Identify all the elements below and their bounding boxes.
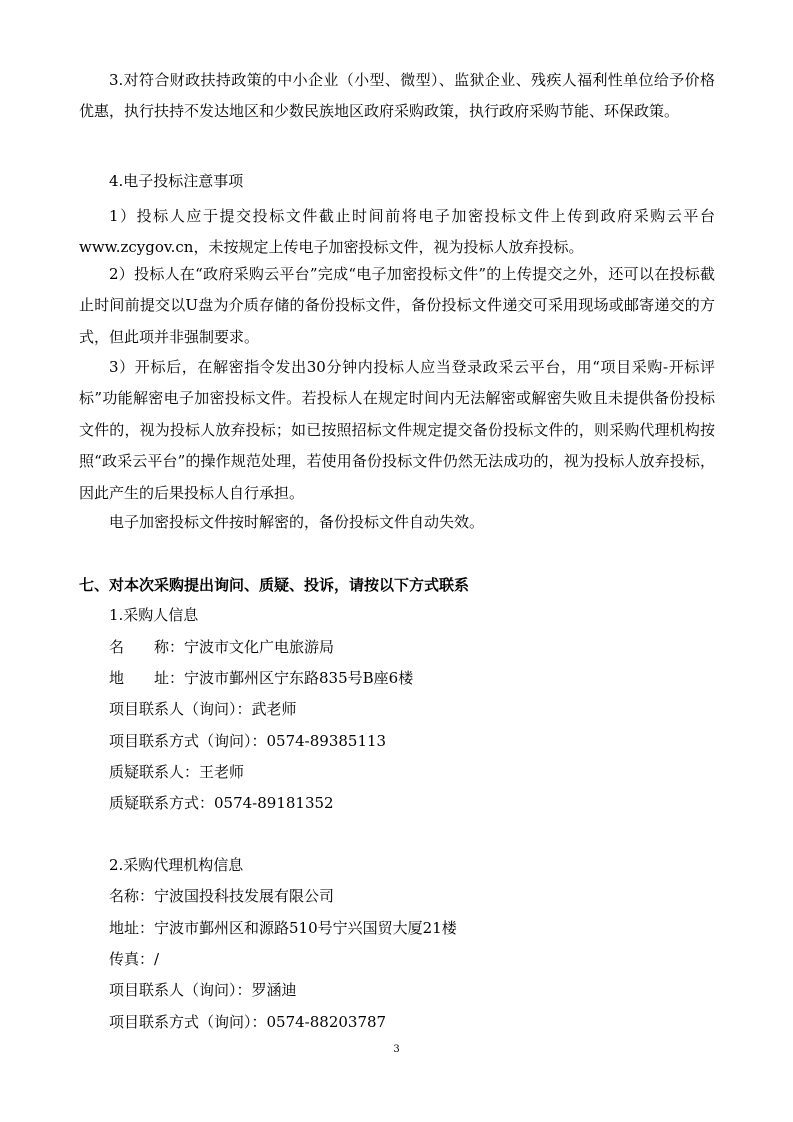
agency-project-phone: 项目联系方式（询问）：0574-88203787 [109,1013,387,1031]
purchaser-complaint-contact: 质疑联系人：王老师 [109,763,245,781]
agency-project-contact: 项目联系人（询问）：罗涵迪 [109,981,297,999]
electronic-bid-notes-title: 4.电子投标注意事项 [109,172,244,190]
electronic-bid-note-2: 2）投标人在“政府采购云平台”完成“电子加密投标文件”的上传提交之外，还可以在投标截止时间前提交以U盘为介质存储的备份投标文件，备份投标文件递交可采用现场或邮寄递交的方式，但此项并非强制要求。 [79,265,715,346]
electronic-bid-note-3: 3）开标后，在解密指令发出30分钟内投标人应当登录政采云平台，用“项目采购-开标评标”功能解密电子加密投标文件。若投标人在规定时间内无法解密或解密失败且未提供备份投标文件的，视为投标人放弃投标；如已按照招标文件规定提交备份投标文件的，则采购代理机构按照“政采云平台”的操作规范处理，若使用备份投标文件仍然无法成功的，视为投标人放弃投标，因此产生的后果投标人自行承担。 [79,358,715,502]
electronic-bid-note-1: 1）投标人应于提交投标文件截止时间前将电子加密投标文件上传到政府采购云平台www.zcygov.cn，未按规定上传电子加密投标文件，视为投标人放弃投标。 [79,207,715,257]
page-number: 3 [393,1044,400,1055]
purchaser-address: 地 址：宁波市鄞州区宁东路835号B座6楼 [109,669,414,687]
agency-address: 地址：宁波市鄞州区和源路510号宁兴国贸大厦21楼 [109,919,457,937]
purchaser-project-phone: 项目联系方式（询问）：0574-89385113 [109,732,387,750]
agency-name: 名称：宁波国投科技发展有限公司 [109,887,335,905]
purchaser-name: 名 称：宁波市文化广电旅游局 [109,638,335,656]
agency-info-title: 2.采购代理机构信息 [109,856,244,874]
section-heading-contact: 七、对本次采购提出询问、质疑、投诉，请按以下方式联系 [79,576,470,594]
electronic-bid-decrypt-note: 电子加密投标文件按时解密的，备份投标文件自动失效。 [109,513,485,531]
agency-fax: 传真：/ [109,950,160,968]
purchaser-project-contact: 项目联系人（询问）：武老师 [109,700,297,718]
purchaser-complaint-phone: 质疑联系方式：0574-89181352 [109,794,334,812]
purchaser-info-title: 1.采购人信息 [109,606,199,624]
policy-paragraph: 3.对符合财政扶持政策的中小企业（小型、微型）、监狱企业、残疾人福利性单位给予价格优惠，执行扶持不发达地区和少数民族地区政府采购政策，执行政府采购节能、环保政策。 [79,71,715,121]
